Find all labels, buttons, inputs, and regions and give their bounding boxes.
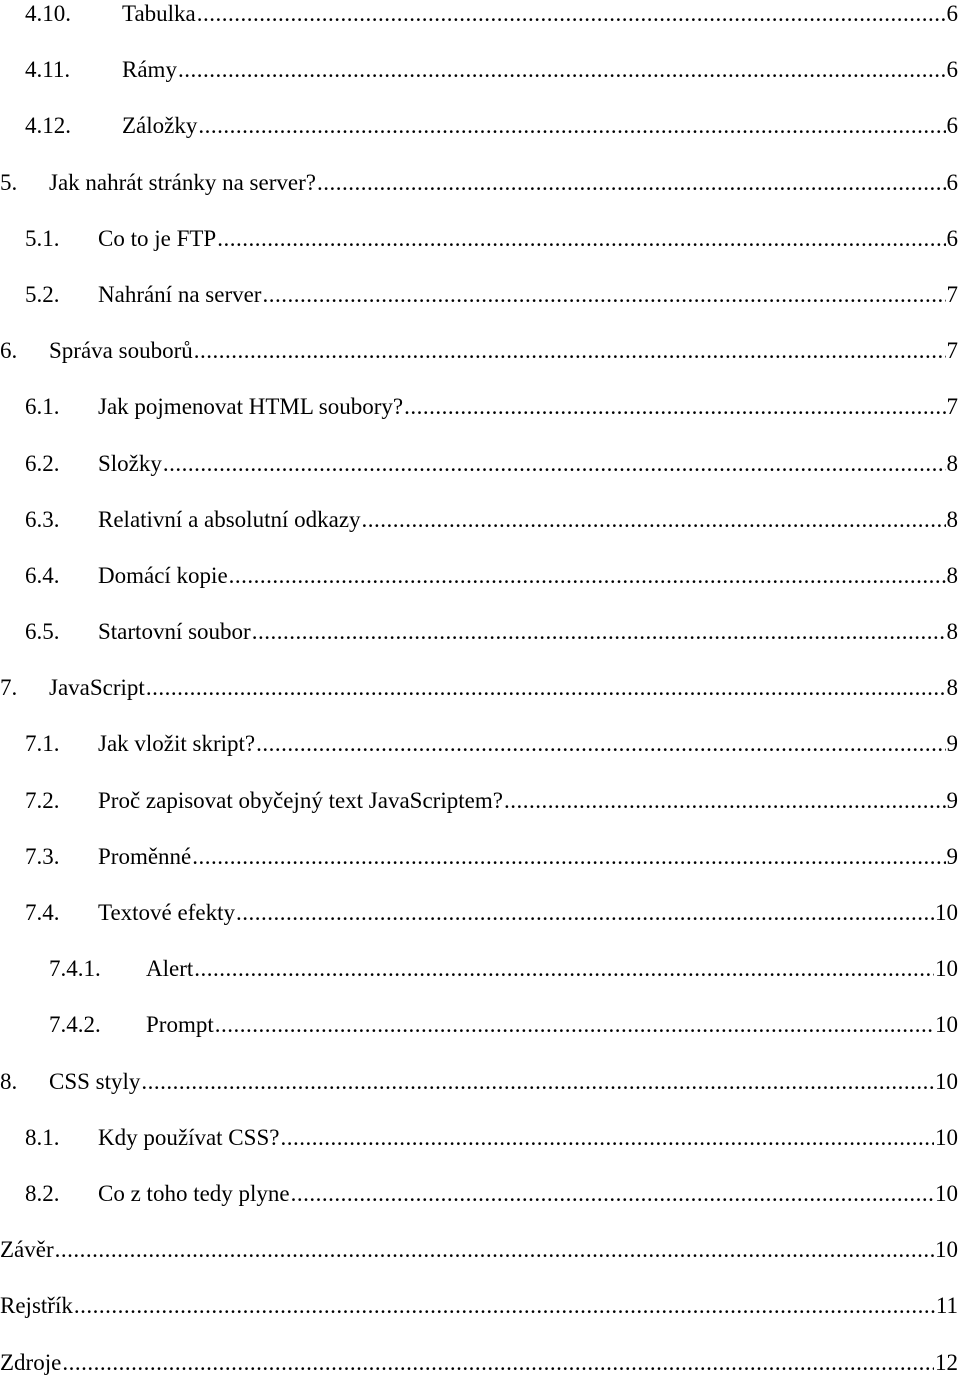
toc-entry[interactable]: [0, 1052, 960, 1108]
toc-entry[interactable]: [0, 1108, 960, 1164]
toc-dot-leader: [215, 1009, 934, 1041]
toc-entry-number: 8.1.: [25, 1124, 60, 1150]
toc-dot-leader: [317, 167, 946, 199]
toc-entry-line: [0, 1009, 958, 1041]
toc-entry-number: 7.2.: [25, 787, 60, 813]
toc-entry-page: 6: [946, 113, 958, 139]
toc-entry-title: Startovní soubor: [98, 619, 251, 645]
toc-entry[interactable]: [0, 209, 960, 265]
toc-dot-leader: [74, 1290, 935, 1322]
toc-entry-line: [0, 1234, 958, 1266]
toc-entry-number: 6.2.: [25, 450, 60, 476]
toc-entry-page: 8: [946, 450, 958, 476]
toc-entry-page: 9: [946, 731, 958, 757]
toc-entry-title: Kdy používat CSS?: [98, 1124, 280, 1150]
toc-dot-leader: [504, 785, 946, 817]
toc-entry-number: 6.3.: [25, 506, 60, 532]
toc-entry-line: [0, 672, 958, 704]
toc-dot-leader: [194, 953, 934, 985]
toc-entry-page: 10: [935, 1068, 958, 1094]
toc-dot-leader: [141, 1066, 934, 1098]
toc-entry-number: 8.2.: [25, 1180, 60, 1206]
toc-entry-number: 4.10.: [25, 1, 71, 26]
toc-entry-page: 6: [946, 57, 958, 83]
toc-entry[interactable]: [0, 658, 960, 714]
toc-entry[interactable]: [0, 1220, 960, 1276]
toc-dot-leader: [163, 448, 946, 480]
toc-entry-line: [0, 953, 958, 985]
toc-entry-number: 5.: [0, 169, 18, 195]
toc-entry[interactable]: [0, 827, 960, 883]
toc-entry[interactable]: [0, 434, 960, 490]
toc-entry-page: 12: [935, 1349, 958, 1375]
toc-entry-line: [0, 335, 958, 367]
toc-entry-title: Prompt: [146, 1012, 214, 1038]
toc-entry[interactable]: [0, 265, 960, 321]
toc-entry-number: 4.12.: [25, 113, 71, 139]
toc-entry-page: 6: [946, 1, 958, 26]
toc-entry-title: Co to je FTP: [98, 225, 217, 251]
toc-entry-page: 10: [935, 1124, 958, 1150]
toc-dot-leader: [291, 1178, 934, 1210]
toc-entry-title: Textové efekty: [98, 900, 235, 925]
toc-entry[interactable]: [0, 0, 960, 40]
toc-entry-line: [0, 504, 958, 536]
toc-entry-line: [0, 1290, 958, 1322]
toc-entry-number: 6.: [0, 338, 18, 364]
toc-entry-title: Záložky: [122, 113, 198, 139]
toc-dot-leader: [197, 0, 946, 30]
toc-dot-leader: [62, 1347, 934, 1379]
toc-dot-leader: [217, 223, 945, 255]
toc-dot-leader: [146, 672, 946, 704]
toc-entry-line: [0, 785, 958, 817]
toc-entry-page: 7: [946, 338, 958, 364]
toc-entry-number: 7.4.2.: [49, 1012, 101, 1038]
toc-entry-title: Rámy: [122, 57, 177, 83]
toc-entry-page: 10: [935, 1180, 958, 1206]
toc-entry-number: 7.4.1.: [49, 956, 101, 982]
toc-entry-page: 8: [946, 506, 958, 532]
toc-entry-title: Tabulka: [122, 1, 196, 26]
toc-entry-line: [0, 54, 958, 86]
toc-entry[interactable]: [0, 714, 960, 770]
toc-entry[interactable]: [0, 96, 960, 152]
toc-entry-line: [0, 448, 958, 480]
toc-entry-line: [0, 841, 958, 873]
toc-entry-title: Rejstřík: [0, 1293, 73, 1319]
toc-entry-page: 10: [935, 956, 958, 982]
toc-entry-page: 9: [946, 787, 958, 813]
toc-entry-page: 9: [946, 843, 958, 869]
toc-dot-leader: [404, 391, 945, 423]
toc-entry-page: 10: [935, 900, 958, 925]
toc-entry-line: [0, 110, 958, 142]
toc-dot-leader: [55, 1234, 934, 1266]
toc-entry-title: Domácí kopie: [98, 562, 228, 588]
toc-entry-number: 4.11.: [25, 57, 71, 83]
toc-entry-title: Jak vložit skript?: [98, 731, 256, 757]
toc-entry[interactable]: [0, 1164, 960, 1220]
toc-entry-line: [0, 223, 958, 255]
toc-entry-title: Co z toho tedy plyne: [98, 1180, 290, 1206]
toc-entry-number: 6.5.: [25, 619, 60, 645]
toc-entry-title: Složky: [98, 450, 162, 476]
toc-entry-page: 7: [946, 394, 958, 420]
toc-entry-line: [0, 1122, 958, 1154]
toc-entry-line: [0, 728, 958, 760]
toc-entry-line: [0, 1178, 958, 1210]
toc-entry-page: 8: [946, 562, 958, 588]
toc-entry-page: 10: [935, 1237, 958, 1263]
toc-entry-page: 11: [935, 1293, 958, 1319]
toc-dot-leader: [192, 841, 945, 873]
toc-entry[interactable]: [0, 771, 960, 827]
toc-entry-title: Proměnné: [98, 843, 192, 869]
toc-dot-leader: [178, 54, 946, 86]
toc-entry[interactable]: [0, 321, 960, 377]
toc-entry-line: [0, 616, 958, 648]
toc-entry-title: Nahrání na server: [98, 281, 262, 307]
toc-entry-title: Jak pojmenovat HTML soubory?: [98, 394, 404, 420]
toc-entry-page: 7: [946, 281, 958, 307]
toc-entry-line: [0, 1347, 958, 1379]
toc-entry-title: Závěr: [0, 1237, 54, 1263]
toc-entry-title: Proč zapisovat obyčejný text JavaScriptem?: [98, 787, 503, 813]
toc-entry-title: Relativní a absolutní odkazy: [98, 506, 361, 532]
toc-dot-leader: [280, 1122, 934, 1154]
toc-entry-number: 6.4.: [25, 562, 60, 588]
toc-entry[interactable]: [0, 40, 960, 96]
toc-entry-title: JavaScript: [49, 675, 145, 701]
toc-dot-leader: [198, 110, 945, 142]
toc-entry-page: 6: [946, 169, 958, 195]
toc-entry[interactable]: [0, 490, 960, 546]
toc-entry-line: [0, 1066, 958, 1098]
toc-entry[interactable]: [0, 1333, 960, 1389]
toc-dot-leader: [194, 335, 946, 367]
toc-entry[interactable]: [0, 995, 960, 1051]
toc-dot-leader: [252, 616, 946, 648]
toc-dot-leader: [256, 728, 945, 760]
toc-entry-title: Jak nahrát stránky na server?: [49, 169, 316, 195]
toc-entry-line: [0, 560, 958, 592]
toc-entry[interactable]: [0, 546, 960, 602]
toc-entry[interactable]: [0, 377, 960, 433]
toc-entry[interactable]: [0, 153, 960, 209]
toc-entry[interactable]: [0, 883, 960, 939]
toc-entry-number: 5.1.: [25, 225, 60, 251]
toc-entry-page: 10: [935, 1012, 958, 1038]
toc-entry-number: 7.: [0, 675, 18, 701]
toc-entry[interactable]: [0, 1276, 960, 1332]
toc-entry-number: 7.1.: [25, 731, 60, 757]
toc-entry-number: 6.1.: [25, 394, 60, 420]
toc-entry[interactable]: [0, 939, 960, 995]
toc-dot-leader: [362, 504, 946, 536]
toc-entry-line: [0, 279, 958, 311]
toc-entry-number: 7.3.: [25, 843, 60, 869]
toc-entry-line: [0, 391, 958, 423]
toc-entry-number: 8.: [0, 1068, 18, 1094]
toc-dot-leader: [236, 897, 934, 929]
toc-entry-title: CSS styly: [49, 1068, 141, 1094]
toc-entry-title: Správa souborů: [49, 338, 193, 364]
toc-entry-title: Alert: [146, 956, 194, 982]
toc-entry-line: [0, 0, 958, 30]
toc-entry-number: 7.4.: [25, 900, 60, 925]
toc-entry-page: 8: [946, 675, 958, 701]
toc-dot-leader: [262, 279, 945, 311]
toc-entry-line: [0, 897, 958, 929]
toc-dot-leader: [229, 560, 946, 592]
toc-entry[interactable]: [0, 602, 960, 658]
toc-entry-page: 6: [946, 225, 958, 251]
toc-entry-line: [0, 167, 958, 199]
toc-entry-number: 5.2.: [25, 281, 60, 307]
toc-entry-page: 8: [946, 619, 958, 645]
toc-entry-title: Zdroje: [0, 1349, 62, 1375]
